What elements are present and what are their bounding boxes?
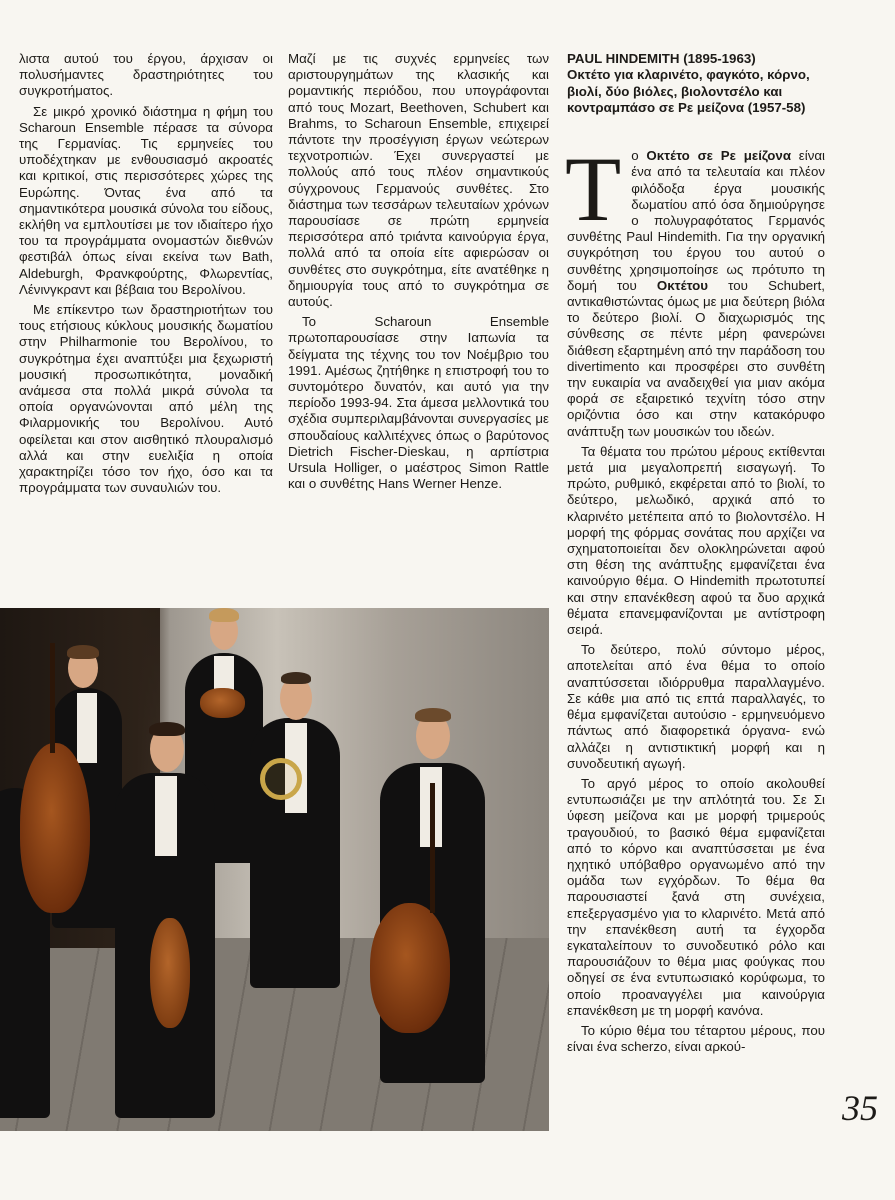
page-number: 35 [842,1088,878,1128]
paragraph: Το αργό μέρος το οποίο ακολουθεί εντυπωσιάζει με την απλότητά του. Σε Σι ύφεση μείζονα και με μορφή τριμερούς τραγουδιού, το βασικό θέμα εμφανίζεται από το κόρνο και αναπτύσσεται με ένα ηχητικό υπόβαθρο οργανωμένο από την ομάδα των εγχόρδων. Το θέμα θα παρουσιαστεί ξανά στη συνέχεια, επεξεργασμένο για το κλαρινέτο. Μετά από την επανέκθεση αυτή τα έγχορδα εγκαταλείπουν το συνοδευτικό ρόλο και παρουσιάζουν το θέμα μιας φούγκας που οδηγεί σε ένα εντυπωσιακό κορύφωμα, το οποίο προαναγγέλει μια καινούργια επανέκθεση με τη μορφή κανόνα. [567,775,825,1018]
violin-icon [150,918,190,1028]
musician-violin-front [110,718,230,1118]
work-heading [567,51,825,116]
lead-bold-octet: Οκτέτου [656,277,709,293]
lead-paragraph [565,138,825,440]
paragraph: Το Scharoun Ensemble πρωτοπαρουσίασε στην Ιαπωνία τα δείγματα της τέχνης του τον Νοέμβριο του 1991. Αμέσως ζητήθηκε η επιστροφή του το συντομότερο δυνατόν, και αυτό για την περίοδο 1993-94. Στα άμεσα μελλοντικά του σχέδια συμπεριλαμβάνονται συνεργασίες με σπουδαίους καλλιτέχνες όπως ο βαρύτονος Dietrich Fischer-Dieskau, η αρπίστρια Ursula Holliger, ο μαέστρος Simon Rattle και ο συνθέτης Hans Werner Henze. [288,314,549,492]
lead-text-end: του Schubert, αντικαθιστώντας όμως με μια δεύτερη βιόλα το δεύτερο βιολί. Ο διαχωρισμός της σύνθεσης σε πέντε μέρη φανερώνει διάθεση εξαρτημένη από την παράδοση του divertimento και προσφέρει στο συνθέτη την ευκαιρία να αναδειχθεί για μιαν ακόμα φορά σε εξαιρετικό τεχνίτη τόσο στην οριζόντια όσο και στην κατακόρυφο ανάπτυξη των μουσικών του ιδεών. [567,277,825,439]
work-title: Οκτέτο για κλαρινέτο, φαγκότο, κόρνο, βιολί, δύο βιόλες, βιολοντσέλο και κοντραμπάσο σε Ρε μείζονα (1957-58) [567,67,810,115]
lead-bold-title: Οκτέτο σε Ρε μείζονα [646,148,791,164]
double-bass-icon [20,743,90,913]
cello-icon [370,903,450,1033]
column-3 [567,51,825,1059]
ensemble-photo [0,608,549,1131]
lead-text: είναι ένα από τα τελευταία και πλέον φιλόδοξα έργα μουσικής δωματίου από όσα δημιούργησε ο πολυγραφότατος Γερμανός συνθέτης Paul Hindemith. Για την οργανική συγκρότηση του έργου του αυτού ο συνθέτης χρησιμοποίησε ως πρότυπο τη δομή του [567,148,825,293]
paragraph: λιστα αυτού του έργου, άρχισαν οι πολυσήμαντες δραστηριότητες του συγκροτήματος. [19,51,273,99]
viola-icon [200,688,245,718]
column-1 [19,51,273,500]
french-horn-icon [260,758,302,800]
musician-horn [240,668,350,988]
musician-cello [360,703,520,1093]
column-2 [288,51,549,496]
drop-cap: Τ [565,138,622,241]
lead-start: ο [631,148,647,164]
paragraph: Σε μικρό χρονικό διάστημα η φήμη του Scharoun Ensemble πέρασε τα σύνορα της Γερμανίας. Τις ερμηνείες του υποδέχτηκαν με ενθουσιασμό ακροατές και κριτικοί, στις περισσότερες χώρες της Ευρώπης. Όντας ένα από τα σημαντικότερα μουσικά σύνολα του είδους, εκλήθη να εμπλουτίσει με τον ιδιαίτερο ήχο του τα προγράμματα ονομαστών διεθνών φεστιβάλ όπως είναι εκείνα των Bath, Aldeburgh, Φρανκφούρτης, Φλωρεντίας, Λένινγκραντ και βέβαια του Βερολίνου. [19,103,273,297]
paragraph: Το κύριο θέμα του τέταρτου μέρους, που είναι ένα scherzo, είναι αρκού- [567,1022,825,1055]
composer-heading: PAUL HINDEMITH (1895-1963) [567,51,756,66]
paragraph: Μαζί με τις συχνές ερμηνείες των αριστουργημάτων της κλασικής και ρομαντικής περιόδου, που υπογράφονται από τους Mozart, Beethoven, Schubert και Brahms, το Scharoun Ensemble, επιχειρεί πάντοτε την προσέγγιση έργων νεώτερων τεχνοτροπιών. Έχει συνεργαστεί με πολλούς από τους πλέον σημαντικούς σύγχρονους Γερμανούς συνθέτες. Στο διάστημα των τεσσάρων τελευταίων χρόνων παρουσίασε σε πρώτη ερμηνεία περισσότερα από τριάντα καινούργια έργα, πολλά από τα οποία είτε αφιερώσαν οι συνθέτες στο συγκρότημα, είτε ανατέθηκε η δημιουργία τους από το συγκρότημα σε αυτούς. [288,51,549,310]
paragraph: Τα θέματα του πρώτου μέρους εκτίθενται μετά μια μεγαλοπρεπή εισαγωγή. Το πρώτο, ρυθμικό, εκφέρεται από το βιολί, το δεύτερο, μελωδικό, αρχικά από το κλαρινέτο μετέπειτα από το βιολοντσέλο. Η μορφή της φόρμας σονάτας που αρχίζει να σχηματοποιείται δεν ολοκληρώνεται αφού στη θέση της ανάπτυξης εμφανίζεται ένα καινούργιο θέμα. Ο Hindemith πρωτοτυπεί και στην επανέκθεση αφού τα δυο αρχικά θέματα επανεμφανίζονται με αντίστροφη σειρά. [567,443,825,638]
paragraph: Με επίκεντρο των δραστηριοτήτων του τους ετήσιους κύκλους μουσικής δωματίου στην Philharmonie του Βερολίνου, το συγκρότημα έχει αναπτύξει μια ξεχωριστή μουσική προσωπικότητα, μοναδική ανάμεσα στα πολλά μικρά σύνολα τα οποία οργανώνονται από μέλη της Φιλαρμονικής του Βερολίνου. Αυτό οφείλεται και στον αισθητικό πλουραλισμό αλλά και στην ευελιξία η οποία χαρακτηρίζει τόσο τον ήχο, όσο και τα προγράμματα των συναυλιών του. [19,302,273,496]
paragraph: Το δεύτερο, πολύ σύντομο μέρος, αποτελείται από ένα θέμα το οποίο αναπτύσσεται ιδιόρρυθμα παραλλαγμένο. Σε κάθε μια από τις επτά παραλλαγές, το θέμα εμφανίζεται αυτούσιο - ερμηνευόμενο πάντως από διαφορετικά όργανα- ενώ αλλάζει η αντιστικτική μορφή και η συνοδευτική αγωγή. [567,642,825,771]
